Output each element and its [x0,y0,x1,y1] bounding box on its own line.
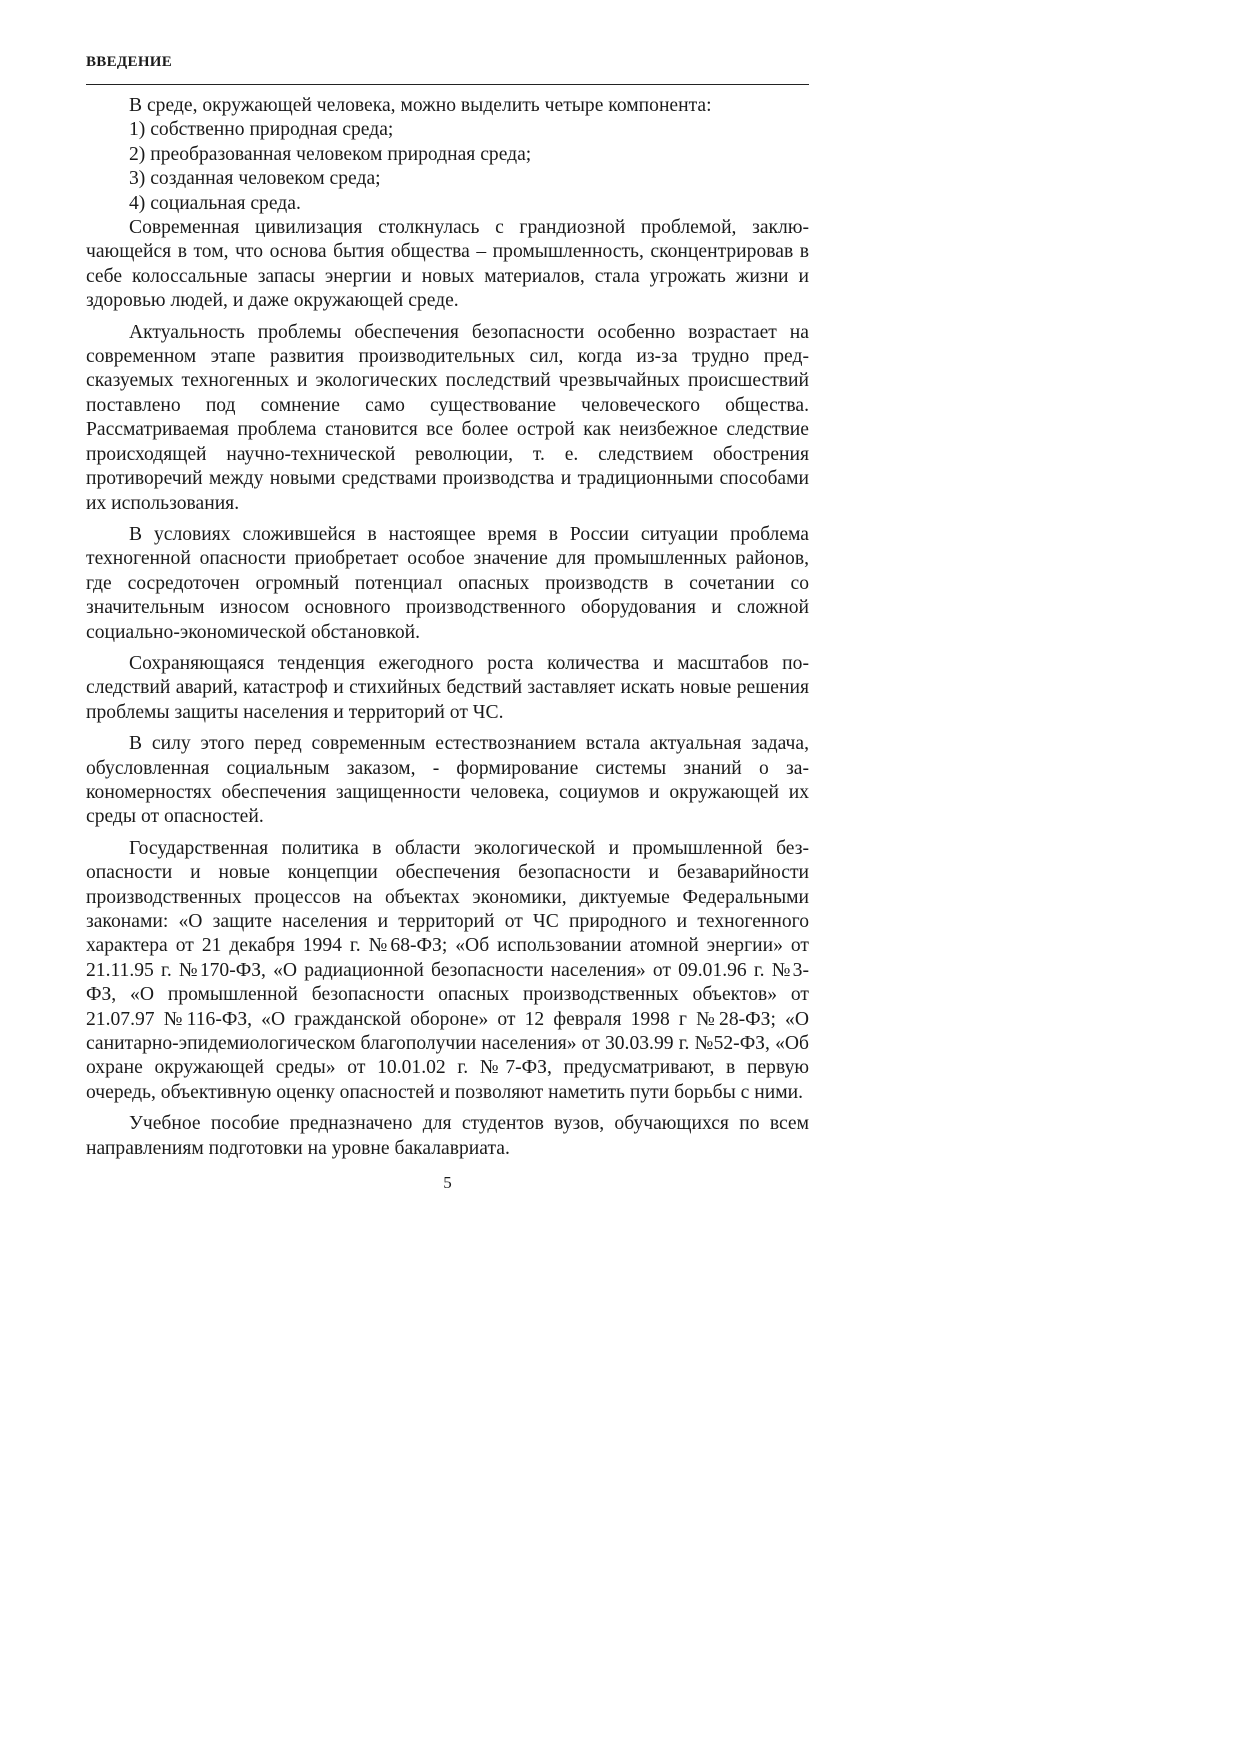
running-head: ВВЕДЕНИЕ [86,54,173,70]
paragraph-russia-situation: В условиях сложившейся в настоящее время в России ситуации проблема техногенной опасности приобретает особое значение для промышленных районов, где сосредоточен огромный потенциал опасных производств в сочетании со значительным износом основного производственного оборудования и сложной социально-экономической обстановкой. [86,523,809,643]
paragraph-civilization: Современная цивилизация столкнулась с грандиозной проблемой, заключающейся в том, что основа бытия общества – промышленность, сконцентрировав в себе колоссальные запасы энергии и новых материалов, стала угрожать жизни и здоровью людей, и даже окружающей среде. [86,217,809,312]
page-number: 5 [443,1173,452,1192]
paragraph-science-task: В силу этого перед современным естествознанием встала актуальная задача, обусловленная социальным заказом, - формирование системы знаний о закономерностях обеспечения защищенности человека, социумов и окружающей их среды от опасностей. [86,733,809,828]
list-item: 4) социальная среда. [129,192,301,214]
list-item: 3) созданная человеком среда; [129,168,381,190]
page-header [86,52,809,85]
intro-line: В среде, окружающей человека, можно выделить четыре компонента: [129,95,712,116]
paragraph-textbook-purpose: Учебное пособие предназначено для студентов вузов, обучающихся по всем направлениям подготовки на уровне бакалавриата. [86,1113,809,1159]
paragraph-trend: Сохраняющаяся тенденция ежегодного роста количества и масштабов последствий аварий, катастроф и стихийных бедствий заставляет искать новые решения проблемы защиты населения и территорий от ЧС. [86,652,809,723]
list-item: 2) преобразованная человеком природная среда; [129,143,532,165]
paragraph-state-policy: Государственная политика в области экологической и промышленной безопасности и новые концепции обеспечения безопасности и безаварийности производственных процессов на объектах экономики, диктуемые Федеральными законами: «О защите населения и территорий от ЧС природного и техногенного характера от 21 декабря 1994 г. №68-ФЗ; «Об использовании атомной энергии» от 21.11.95 г. №170-ФЗ, «О радиационной безопасности населения» от 09.01.96 г. №3-ФЗ, «О промышленной безопасности опасных производственных объектов» от 21.07.97 №116-ФЗ, «О гражданской обороне» от 12 февраля 1998 г №28-ФЗ; «О санитарно-эпидемиологическом благополучии населения» от 30.03.99 г. №52-ФЗ, «Об охране окружающей среды» от 10.01.02 г. №7-ФЗ, предусматривают, в первую очередь, объективную оценку опасностей и позволяют наметить пути борьбы с ними. [86,837,809,1103]
list-item: 1) собственно природная среда; [129,119,394,141]
body-text [86,94,809,1161]
paragraph-relevance: Актуальность проблемы обеспечения безопасности особенно возрастает на современном этапе развития производительных сил, когда из-за трудно предсказуемых техногенных и экологических последствий чрезвычайных происшествий поставлено под сомнение само существование человеческого общества. Рассматриваемая проблема становится все более острой как неизбежное следствие происходящей научно-технической революции, т. е. следствием обострения противоречий между новыми средствами производства и традиционными способами их использования. [86,321,809,514]
